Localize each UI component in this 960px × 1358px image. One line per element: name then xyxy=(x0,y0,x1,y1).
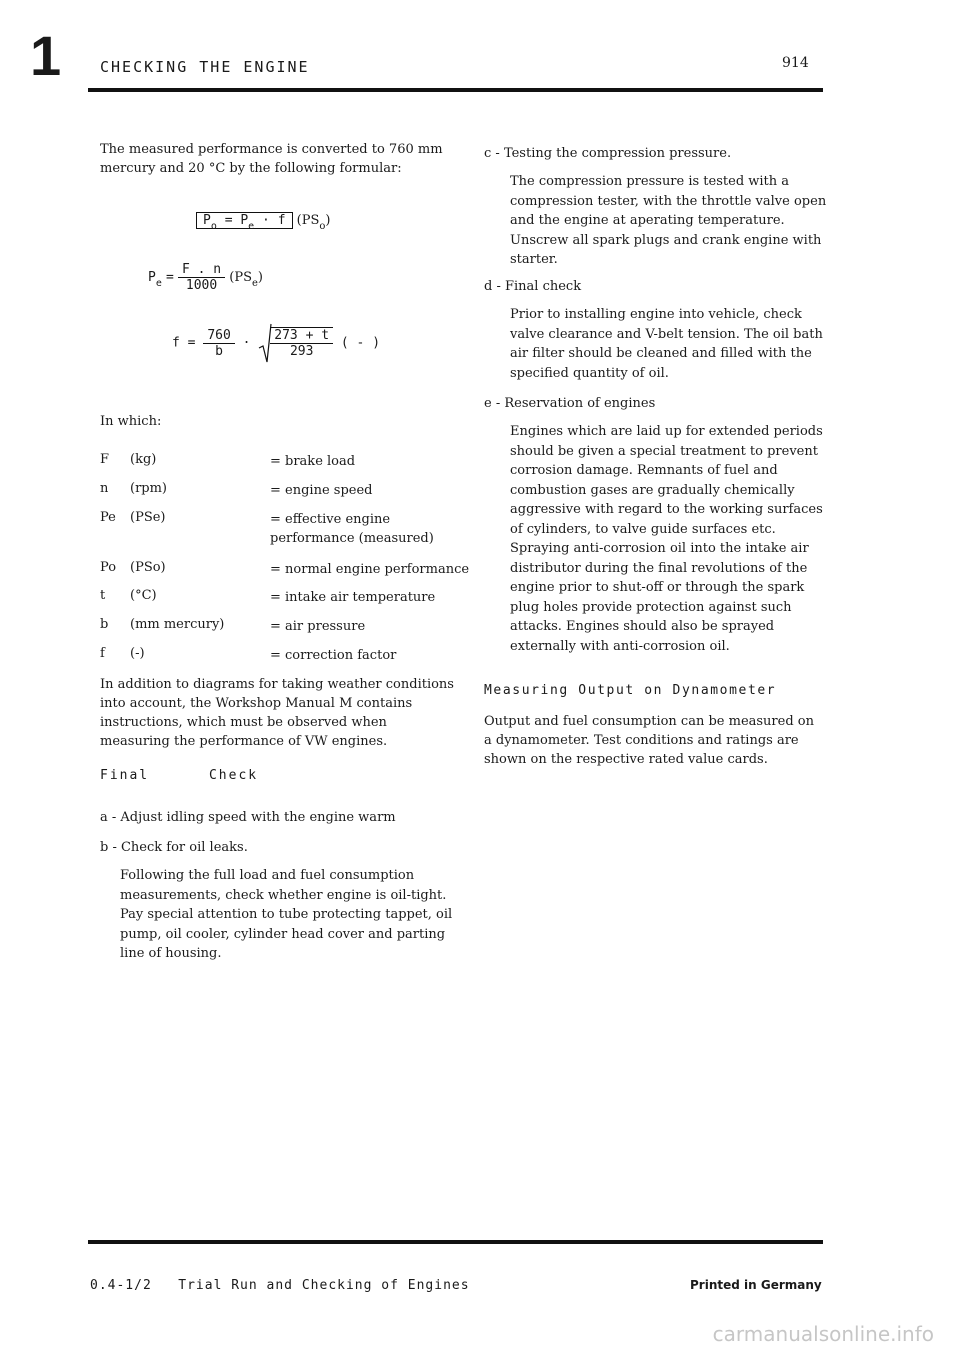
formula-subscript: e xyxy=(155,278,162,289)
footer-printed-in: Printed in Germany xyxy=(690,1278,822,1292)
formula-unit: (PS xyxy=(296,213,320,228)
formula-symbol: f xyxy=(277,213,286,228)
definition-unit: (kg) xyxy=(130,452,157,467)
definition-unit: (PSe) xyxy=(130,510,166,525)
fraction-numerator: 760 xyxy=(203,328,234,344)
definition-symbol: n xyxy=(100,481,109,496)
formula-unit: (PS xyxy=(229,270,252,285)
item-e-body: Engines which are laid up for extended periods should be given a special treatment to prevent corrosion damage. Remnants of fuel and combustion gases are gradually chemically aggressive with regard to the working surfaces of cylinders, to valve guide surfaces etc. Spraying anti-corrosion oil into the intake air distributor during the final revolutions of the engine prior to shut-off or through the spark plug holes provide protection against such attacks. Engines should also be sprayed externally with anti-corrosion oil. xyxy=(510,424,823,654)
item-b-body: Following the full load and fuel consumption measurements, check whether engine is oil-tight. Pay special attention to tube protecting tappet, oil pump, oil cooler, cylinder head cover and parting line of housing. xyxy=(120,868,453,961)
definition-symbol: b xyxy=(100,617,109,632)
item-b: b - Check for oil leaks. xyxy=(100,840,248,855)
definition-unit: (PSo) xyxy=(130,560,166,575)
item-d: d - Final check xyxy=(484,279,582,294)
formula-unit-close: ) xyxy=(325,213,331,228)
definition-symbol: f xyxy=(100,646,105,661)
formula-subscript: e xyxy=(251,278,258,289)
fraction-numerator: F . n xyxy=(178,262,225,278)
definition-meaning: = correction factor xyxy=(270,648,397,663)
definition-row xyxy=(100,560,470,580)
definition-symbol: Po xyxy=(100,560,117,575)
definition-meaning: = brake load xyxy=(270,454,356,469)
formula-symbol: P xyxy=(240,213,249,228)
item-c: c - Testing the compression pressure. xyxy=(484,146,732,161)
definition-unit: (rpm) xyxy=(130,481,168,496)
fraction-denominator: 1000 xyxy=(185,278,218,293)
formula-subscript: o xyxy=(319,221,326,232)
definition-meaning: = air pressure xyxy=(270,619,366,634)
formula-subscript: e xyxy=(248,221,255,232)
item-c-body: The compression pressure is tested with a compression tester, with the throttle valve open and the engine at aperating temperature. Unscrew all spark plugs and crank engine with starter. xyxy=(510,174,827,267)
definition-row xyxy=(100,481,460,501)
formula-correction-factor xyxy=(172,322,380,364)
definition-symbol: Pe xyxy=(100,510,116,525)
definition-row xyxy=(100,588,460,608)
definition-row xyxy=(100,510,460,550)
formula-equals: = xyxy=(166,270,174,285)
footer-rule xyxy=(88,1240,823,1244)
definition-meaning: = normal engine performance xyxy=(270,562,470,577)
heading-word: Check xyxy=(208,768,259,783)
item-d-body: Prior to installing engine into vehicle, check valve clearance and V-belt tension. The oil bath air filter should be cleaned and filled with the specified quantity of oil. xyxy=(510,307,823,381)
item-a: a - Adjust idling speed with the engine warm xyxy=(100,810,396,825)
formula-fraction xyxy=(203,328,234,359)
definition-meaning: = effective engine performance (measured) xyxy=(270,512,434,546)
intro-paragraph: The measured performance is converted to 760 mm mercury and 20 °C by the following formular: xyxy=(100,142,443,176)
formula-fraction xyxy=(270,327,333,359)
formula-effective-performance xyxy=(148,262,263,293)
definition-meaning: = intake air temperature xyxy=(270,590,436,605)
page-header-title: CHECKING THE ENGINE xyxy=(100,58,310,76)
final-check-heading xyxy=(100,768,258,783)
dynamometer-paragraph: Output and fuel consumption can be measured on a dynamometer. Test conditions and ratings are shown on the respective rated value cards. xyxy=(484,714,814,767)
definition-row xyxy=(100,617,460,637)
definition-symbol: F xyxy=(100,452,110,467)
heading-word: Final xyxy=(100,768,150,783)
definition-unit: (°C) xyxy=(130,588,157,603)
formula-fraction xyxy=(178,262,225,293)
addition-paragraph: In addition to diagrams for taking weather conditions into account, the Workshop Manual M contains instructions, which must be observed when measuring the performance of VW engines. xyxy=(100,677,454,749)
formula-symbol: P xyxy=(203,213,211,228)
formula-unit-close: ) xyxy=(257,270,263,285)
formula-subscript: o xyxy=(210,221,217,232)
fraction-numerator: 273 + t xyxy=(270,328,333,344)
definition-meaning: = engine speed xyxy=(270,483,373,498)
definition-symbol: t xyxy=(100,588,106,603)
fraction-denominator: b xyxy=(215,343,223,359)
fraction-denominator: 293 xyxy=(289,344,314,359)
watermark: carmanualsonline.info xyxy=(712,1322,934,1346)
page-number: 914 xyxy=(782,55,809,71)
definition-unit: (mm mercury) xyxy=(130,617,225,632)
definition-row xyxy=(100,646,460,666)
definition-unit: (-) xyxy=(130,646,145,661)
formula-unit: ( - ) xyxy=(340,335,381,351)
formula-symbol: f = xyxy=(172,335,196,351)
definition-row xyxy=(100,452,460,472)
item-e: e - Reservation of engines xyxy=(484,396,656,411)
definitions-list xyxy=(100,452,470,672)
dynamometer-heading: Measuring Output on Dynamometer xyxy=(484,683,777,698)
formula-dot: · xyxy=(262,213,270,228)
footer-section-reference: 0.4-1/2 Trial Run and Checking of Engines xyxy=(90,1278,470,1293)
formula-dot: · xyxy=(242,335,251,351)
formula-box xyxy=(196,212,293,232)
header-rule xyxy=(88,88,823,92)
in-which-label: In which: xyxy=(100,414,162,429)
formula-equals: = xyxy=(224,213,233,228)
chapter-number: 1 xyxy=(30,24,62,87)
formula-normal-performance xyxy=(196,212,331,232)
formula-symbol: P xyxy=(148,270,156,285)
